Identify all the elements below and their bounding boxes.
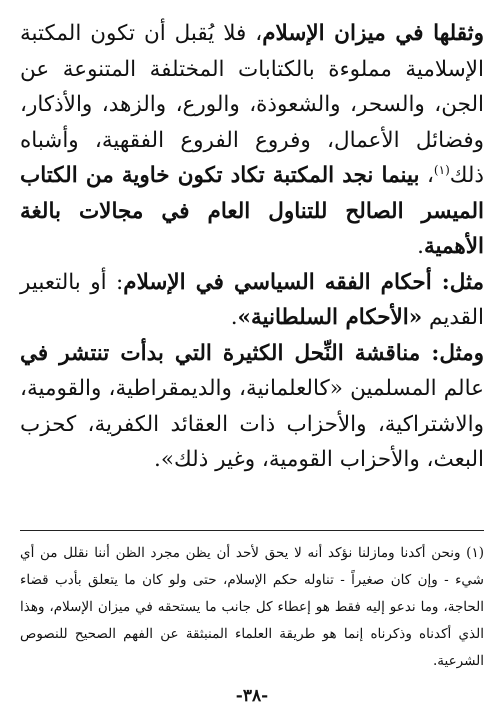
paragraph-2-text: : أو بالتعبير القديم xyxy=(20,269,484,330)
bold-phrase-2: بينما نجد المكتبة تكاد تكون خاوية من الكتاب الميسر الصالح للتناول العام في مجالات بالغة الأهمية xyxy=(20,163,484,259)
page xyxy=(20,16,484,728)
paragraph-1 xyxy=(20,16,484,265)
footnote: (١) ونحن أكدنا ومازلنا نؤكد أنه لا يحق لأحد أن يظن مجرد الظن أننا نقلل من أي شيء - وإن كان صغيراً - تناوله حكم الإسلام، حتى ولو كان ما يتعلق بأدب قضاء الحاجة، وما ندعو إليه فقط هو إعطاء كل جانب ما يستحقه في ميزان الإسلام، وهذا الذي أكدناه وذكرناه إنما هو طريقة العلماء المنبثقة عن الفهم الصحيح للنصوص الشرعية. xyxy=(20,545,484,669)
page-number: -٣٨- xyxy=(235,686,269,706)
bold-phrase-3: مثل: أحكام الفقه السياسي في الإسلام xyxy=(123,269,484,295)
paragraph-1-text: ، فلا يُقبل أن تكون المكتبة الإسلامية مملوءة بالكتابات المختلفة المتنوعة عن الجن، والسحر، والشعوذة، والورع، والزهد، والأذكار، وفضائل الأعمال، وفروع الفروع الفقهية، وأشباه ذلك xyxy=(20,21,484,188)
paragraph-1-separator: ، xyxy=(419,163,434,188)
footnote-divider xyxy=(20,530,484,531)
paragraph-1-end: . xyxy=(417,234,424,259)
paragraph-3 xyxy=(20,336,484,478)
main-text xyxy=(20,16,484,478)
bold-phrase-1: وثقلها في ميزان الإسلام xyxy=(262,21,484,46)
paragraph-3-text: عالم المسلمين «كالعلمانية، والديمقراطية، والقومية، والاشتراكية، والأحزاب ذات العقائد الكفرية، كحزب البعث، والأحزاب القومية، وغير ذلك». xyxy=(20,376,484,472)
paragraph-2-end: . xyxy=(230,305,238,330)
bold-phrase-4: «الأحكام السلطانية» xyxy=(237,305,423,330)
bold-phrase-5: ومثل: مناقشة النِّحل الكثيرة التي بدأت تنتشر في xyxy=(20,340,484,366)
footnote-reference[interactable]: (١) xyxy=(433,162,450,177)
paragraph-2 xyxy=(20,265,484,336)
